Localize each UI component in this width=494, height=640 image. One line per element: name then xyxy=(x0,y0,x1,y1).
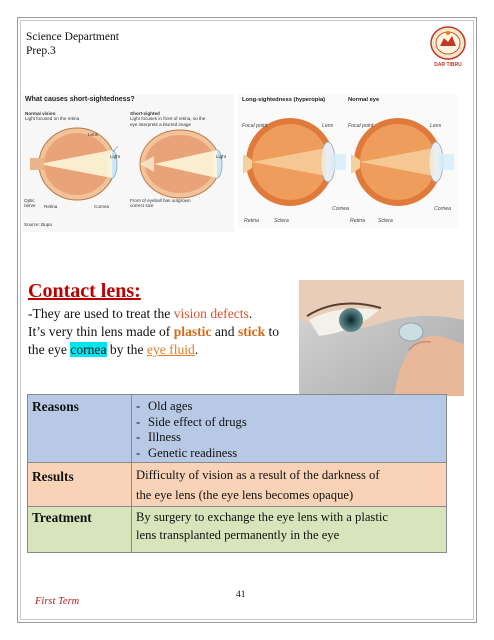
retina-label: Retina xyxy=(44,204,58,209)
focal-point-label-2: Focal point xyxy=(348,123,374,129)
cornea-label-1: Cornea xyxy=(332,206,350,212)
page-number: 41 xyxy=(236,590,246,600)
source-label: Source: Bupa xyxy=(24,222,52,227)
results-row xyxy=(28,463,447,507)
normal-eye-title: Normal eye xyxy=(348,97,380,103)
figure-short-title: What causes short-sightedness? xyxy=(25,96,135,103)
reason-item: - Side effect of drugs xyxy=(136,414,247,429)
term-label: First Term xyxy=(35,596,80,607)
contact-lens-heading: Contact lens: xyxy=(28,280,141,302)
contact-line-1: -They are used to treat the vision defects. xyxy=(28,306,253,321)
contact-lens-paragraph xyxy=(28,305,308,359)
sclera-label-2: Sclera xyxy=(378,218,393,224)
cornea-label: Cornea xyxy=(94,204,110,209)
cataract-table xyxy=(27,394,447,553)
normal-vision-label: Normal vision Light focused on the retina xyxy=(25,111,80,122)
hyperopia-title: Long-sightedness (hyperopia) xyxy=(242,97,326,103)
lens-label-1: Lens xyxy=(322,123,334,129)
focal-point-label-1: Focal point xyxy=(242,123,268,129)
sclera-label-1: Sclera xyxy=(274,218,289,224)
treatment-row xyxy=(28,507,447,553)
light-label-2: Light xyxy=(216,154,226,159)
reason-item: - Genetic readiness xyxy=(136,445,238,460)
normal-eye-diagram xyxy=(30,128,117,200)
retina-label-2: Retina xyxy=(350,218,365,224)
results-line-1: Difficulty of vision as a result of the darkness of xyxy=(136,468,380,482)
long-sightedness-figure xyxy=(238,94,458,228)
short-sighted-eye-diagram xyxy=(140,130,222,198)
short-sighted-label: Short-sighted Light focuses in front of retina, so the eye interprets a blurred image xyxy=(130,111,206,127)
grade-label: Prep.3 xyxy=(26,45,56,57)
department-name: Science Department xyxy=(26,31,119,43)
reason-item: - Old ages xyxy=(136,399,193,413)
reasons-list xyxy=(132,395,447,463)
short-sightedness-figure xyxy=(22,94,234,232)
school-logo xyxy=(422,24,474,70)
contact-lens-photo xyxy=(299,280,464,396)
reasons-row xyxy=(28,395,447,463)
treatment-line-2: lens transplanted permanently in the eye xyxy=(136,528,340,542)
treatment-label: Treatment xyxy=(28,507,132,553)
light-label-1: Light xyxy=(110,154,120,159)
treatment-line-1: By surgery to exchange the eye lens with a plastic xyxy=(136,510,388,524)
header-text xyxy=(26,30,119,58)
front-eyeball-label: Front of eyeball has outgrown correct size xyxy=(130,198,191,209)
reasons-label: Reasons xyxy=(28,395,132,463)
results-label: Results xyxy=(28,463,132,507)
lens-label: Lens xyxy=(88,132,98,137)
results-text xyxy=(132,463,447,507)
hyperopia-eye-diagram xyxy=(243,118,346,206)
lens-label-2: Lens xyxy=(430,123,442,129)
contact-line-3: the eye cornea by the eye fluid. xyxy=(28,342,199,357)
optic-nerve-label: Optic nerve xyxy=(24,198,36,209)
treatment-text xyxy=(132,507,447,553)
cornea-label-2: Cornea xyxy=(434,206,452,212)
normal-eye-diagram-2 xyxy=(351,118,454,206)
reason-item: - Illness xyxy=(136,430,181,444)
results-line-2: the eye lens (the eye lens becomes opaque) xyxy=(136,488,354,502)
contact-line-2: It’s very thin lens made of plastic and stick to xyxy=(28,324,280,339)
svg-text:DAR TIBRU: DAR TIBRU xyxy=(434,62,462,68)
retina-label-1: Retina xyxy=(244,218,259,224)
